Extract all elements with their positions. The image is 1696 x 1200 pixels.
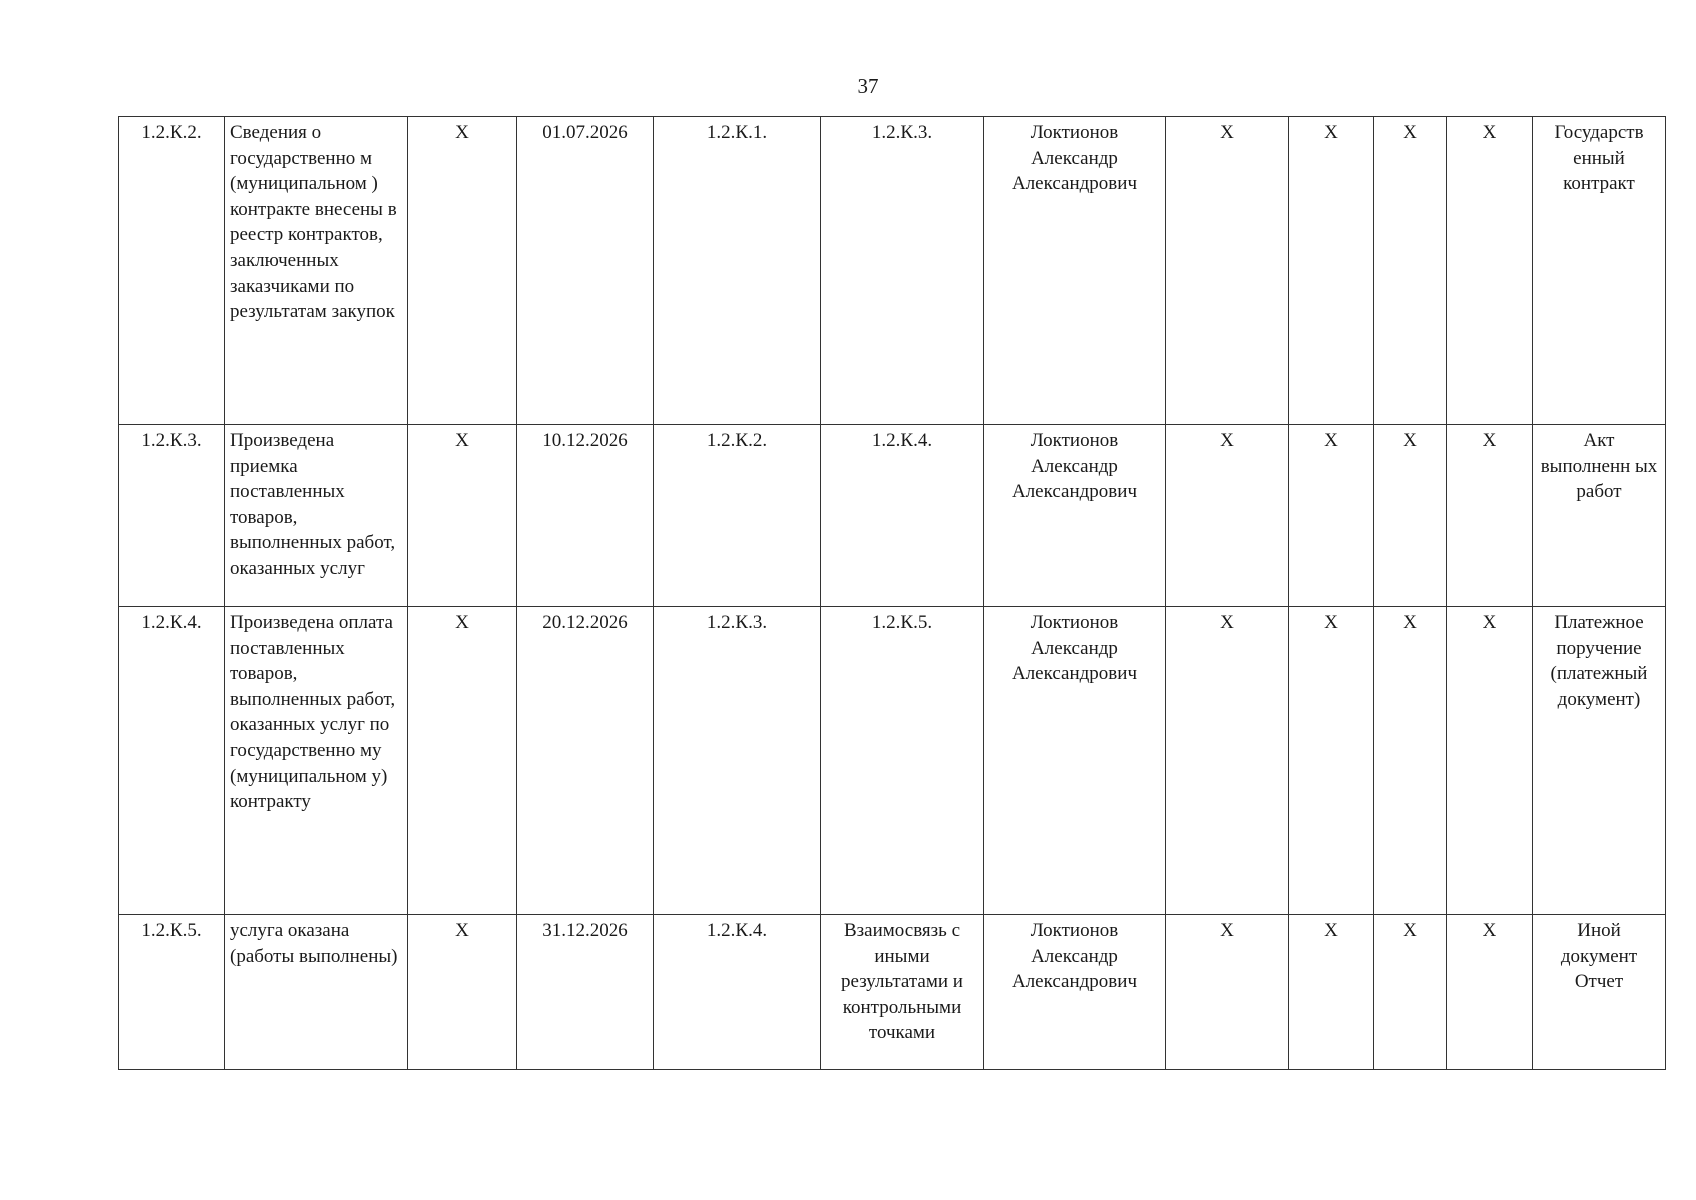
row-mark: X [408, 117, 517, 425]
row-mark: X [1166, 607, 1289, 915]
row-code: 1.2.К.5. [119, 915, 225, 1070]
row-successor: 1.2.К.3. [821, 117, 984, 425]
row-mark: X [1447, 915, 1533, 1070]
table-row [119, 915, 1666, 1070]
row-mark: X [408, 915, 517, 1070]
row-mark: X [1374, 607, 1447, 915]
row-mark: X [1166, 117, 1289, 425]
row-mark: X [1374, 425, 1447, 607]
row-code: 1.2.К.3. [119, 425, 225, 607]
page-number: 37 [857, 74, 879, 98]
row-mark: X [408, 425, 517, 607]
table-row [119, 117, 1666, 425]
row-responsible: Локтионов Александр Александрович [984, 607, 1166, 915]
row-date: 31.12.2026 [517, 915, 654, 1070]
row-successor: 1.2.К.5. [821, 607, 984, 915]
row-mark: X [1447, 607, 1533, 915]
row-document: Иной документ Отчет [1533, 915, 1666, 1070]
row-mark: X [408, 607, 517, 915]
row-description: Сведения о государственно м (муниципальном ) контракте внесены в реестр контрактов, заключенных заказчиками по результатам закупок [225, 117, 408, 425]
row-successor: 1.2.К.4. [821, 425, 984, 607]
row-predecessor: 1.2.К.1. [654, 117, 821, 425]
row-mark: X [1166, 425, 1289, 607]
row-date: 10.12.2026 [517, 425, 654, 607]
row-code: 1.2.К.2. [119, 117, 225, 425]
row-description: Произведена оплата поставленных товаров, выполненных работ, оказанных услуг по государственно му (муниципальном у) контракту [225, 607, 408, 915]
row-mark: X [1447, 425, 1533, 607]
row-date: 01.07.2026 [517, 117, 654, 425]
row-date: 20.12.2026 [517, 607, 654, 915]
row-mark: X [1289, 915, 1374, 1070]
row-predecessor: 1.2.К.4. [654, 915, 821, 1070]
row-mark: X [1166, 915, 1289, 1070]
row-description: Произведена приемка поставленных товаров, выполненных работ, оказанных услуг [225, 425, 408, 607]
row-mark: X [1289, 117, 1374, 425]
control-points-table [118, 116, 1666, 1070]
row-document: Государств енный контракт [1533, 117, 1666, 425]
table-row [119, 607, 1666, 915]
row-responsible: Локтионов Александр Александрович [984, 915, 1166, 1070]
row-mark: X [1289, 425, 1374, 607]
row-document: Платежное поручение (платежный документ) [1533, 607, 1666, 915]
row-predecessor: 1.2.К.3. [654, 607, 821, 915]
row-responsible: Локтионов Александр Александрович [984, 117, 1166, 425]
row-predecessor: 1.2.К.2. [654, 425, 821, 607]
row-code: 1.2.К.4. [119, 607, 225, 915]
table-row [119, 425, 1666, 607]
row-document: Акт выполненн ых работ [1533, 425, 1666, 607]
row-mark: X [1289, 607, 1374, 915]
row-mark: X [1374, 117, 1447, 425]
row-mark: X [1447, 117, 1533, 425]
row-successor: Взаимосвязь с иными результатами и контрольными точками [821, 915, 984, 1070]
row-mark: X [1374, 915, 1447, 1070]
row-description: услуга оказана (работы выполнены) [225, 915, 408, 1070]
row-responsible: Локтионов Александр Александрович [984, 425, 1166, 607]
